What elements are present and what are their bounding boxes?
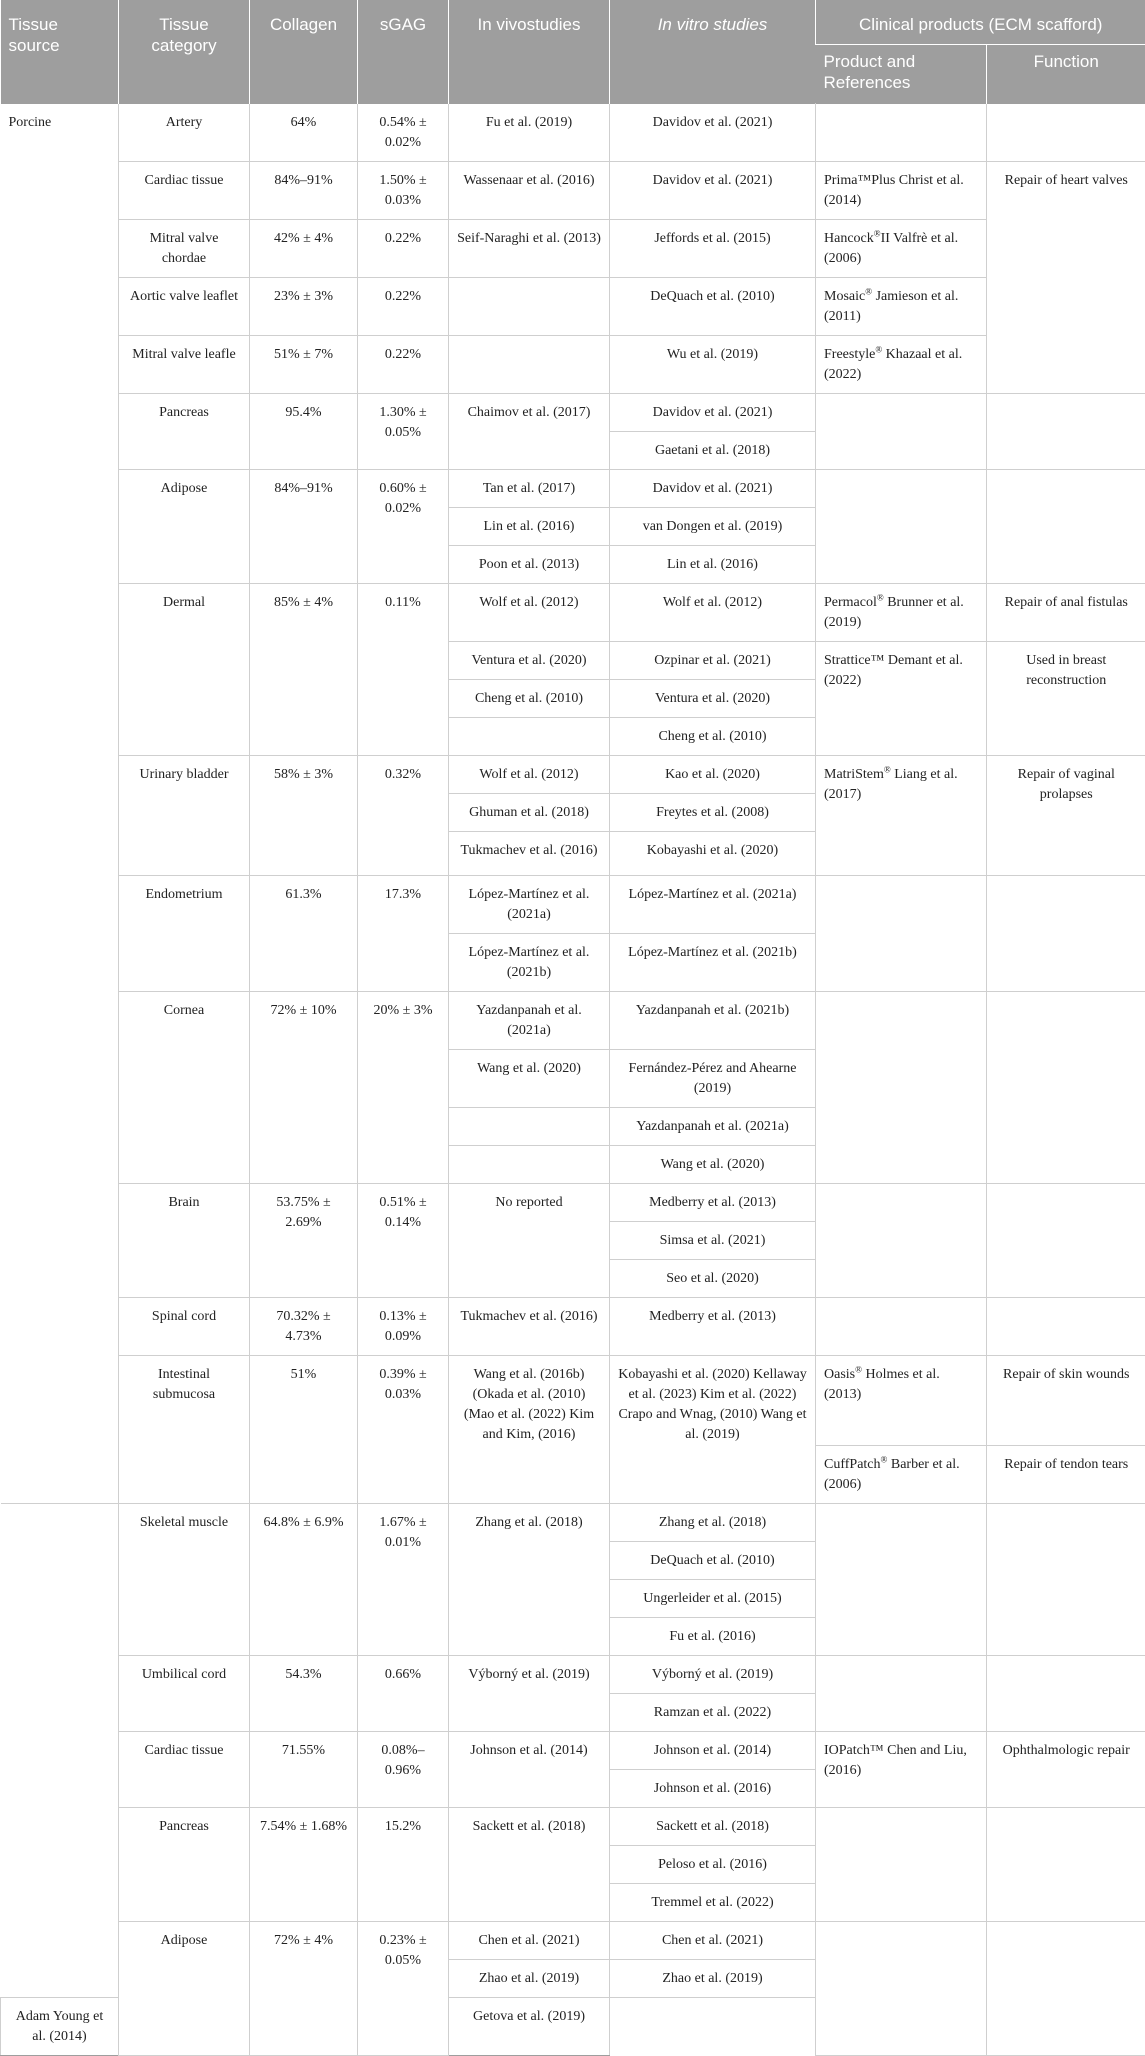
collagen-cell: 51% xyxy=(250,1356,358,1504)
in-vivo-cell: Yazdanpanah et al. (2021a) xyxy=(449,992,610,1050)
product-cell xyxy=(816,992,987,1184)
in-vivo-cell: Wolf et al. (2012) xyxy=(449,756,610,794)
table-row xyxy=(1,1922,1145,1960)
collagen-cell: 72% ± 10% xyxy=(250,992,358,1184)
in-vitro-cell: Chen et al. (2021) xyxy=(610,1922,816,1960)
function-cell xyxy=(987,1808,1145,1922)
collagen-cell: 61.3% xyxy=(250,876,358,992)
in-vivo-cell: Tukmachev et al. (2016) xyxy=(449,1298,610,1356)
in-vitro-cell: Getova et al. (2019) xyxy=(449,1998,610,2056)
header-clinical-products: Clinical products (ECM scafford) xyxy=(816,0,1145,45)
in-vivo-cell: López-Martínez et al. (2021b) xyxy=(449,934,610,992)
sgag-cell: 17.3% xyxy=(358,876,449,992)
in-vitro-cell: Medberry et al. (2013) xyxy=(610,1298,816,1356)
in-vitro-cell: López-Martínez et al. (2021a) xyxy=(610,876,816,934)
tissue-category-cell: Aortic valve leaflet xyxy=(119,278,250,336)
product-cell xyxy=(816,1184,987,1298)
collagen-cell: 58% ± 3% xyxy=(250,756,358,876)
in-vitro-cell: van Dongen et al. (2019) xyxy=(610,508,816,546)
sgag-cell: 0.22% xyxy=(358,220,449,278)
in-vivo-cell: Ghuman et al. (2018) xyxy=(449,794,610,832)
product-cell xyxy=(816,104,987,162)
product-cell: Strattice™ Demant et al. (2022) xyxy=(816,642,987,756)
sgag-cell: 0.22% xyxy=(358,278,449,336)
table-row xyxy=(1,1298,1145,1356)
collagen-cell: 64.8% ± 6.9% xyxy=(250,1504,358,1656)
header-in-vivo: In vivostudies xyxy=(449,0,610,104)
tissue-source-cell xyxy=(1,1504,119,1998)
in-vitro-cell: Výborný et al. (2019) xyxy=(610,1656,816,1694)
in-vivo-cell xyxy=(449,1146,610,1184)
tissue-category-cell: Pancreas xyxy=(119,394,250,470)
in-vivo-cell: Sackett et al. (2018) xyxy=(449,1808,610,1922)
in-vivo-cell: Poon et al. (2013) xyxy=(449,546,610,584)
collagen-cell: 84%–91% xyxy=(250,162,358,220)
header-function: Function xyxy=(987,45,1145,104)
in-vivo-cell: Cheng et al. (2010) xyxy=(449,680,610,718)
sgag-cell: 0.60% ± 0.02% xyxy=(358,470,449,584)
in-vitro-cell: Zhao et al. (2019) xyxy=(610,1960,816,1998)
sgag-cell: 0.22% xyxy=(358,336,449,394)
tissue-category-cell: Skeletal muscle xyxy=(119,1504,250,1656)
table-row xyxy=(1,394,1145,432)
sgag-cell: 0.11% xyxy=(358,584,449,756)
collagen-cell: 23% ± 3% xyxy=(250,278,358,336)
in-vivo-cell: Wang et al. (2020) xyxy=(449,1050,610,1108)
sgag-cell: 0.39% ± 0.03% xyxy=(358,1356,449,1504)
function-cell: Repair of tendon tears xyxy=(987,1446,1145,1504)
tissue-category-cell: Adipose xyxy=(119,470,250,584)
in-vivo-cell xyxy=(449,718,610,756)
product-cell: IOPatch™ Chen and Liu, (2016) xyxy=(816,1732,987,1808)
collagen-cell: 85% ± 4% xyxy=(250,584,358,756)
in-vivo-cell: Fu et al. (2019) xyxy=(449,104,610,162)
sgag-cell: 0.23% ± 0.05% xyxy=(358,1922,449,2056)
sgag-cell: 0.51% ± 0.14% xyxy=(358,1184,449,1298)
in-vivo-cell: Výborný et al. (2019) xyxy=(449,1656,610,1732)
sgag-cell: 15.2% xyxy=(358,1808,449,1922)
in-vitro-cell: Ozpinar et al. (2021) xyxy=(610,642,816,680)
function-cell: Repair of heart valves xyxy=(987,162,1145,394)
function-cell xyxy=(987,992,1145,1184)
function-cell: Repair of anal fistulas xyxy=(987,584,1145,642)
collagen-cell: 53.75% ± 2.69% xyxy=(250,1184,358,1298)
table-row xyxy=(1,1808,1145,1846)
table-row xyxy=(1,220,1145,278)
in-vitro-cell: Jeffords et al. (2015) xyxy=(610,220,816,278)
in-vivo-cell: Wang et al. (2016b) (Okada et al. (2010) (Mao et al. (2022) Kim and Kim, (2016) xyxy=(449,1356,610,1504)
sgag-cell: 1.50% ± 0.03% xyxy=(358,162,449,220)
table-row xyxy=(1,162,1145,220)
in-vitro-cell: Tremmel et al. (2022) xyxy=(610,1884,816,1922)
tissue-category-cell: Endometrium xyxy=(119,876,250,992)
in-vivo-cell: López-Martínez et al. (2021a) xyxy=(449,876,610,934)
in-vivo-cell: Seif-Naraghi et al. (2013) xyxy=(449,220,610,278)
function-cell: Repair of skin wounds xyxy=(987,1356,1145,1446)
in-vivo-cell: Wassenaar et al. (2016) xyxy=(449,162,610,220)
function-cell xyxy=(987,1504,1145,1656)
in-vitro-cell: Cheng et al. (2010) xyxy=(610,718,816,756)
in-vivo-cell: Adam Young et al. (2014) xyxy=(1,1998,119,2056)
in-vitro-cell: Johnson et al. (2014) xyxy=(610,1732,816,1770)
tissue-category-cell: Brain xyxy=(119,1184,250,1298)
in-vitro-cell: Wang et al. (2020) xyxy=(610,1146,816,1184)
table-row xyxy=(1,756,1145,794)
in-vitro-cell: López-Martínez et al. (2021b) xyxy=(610,934,816,992)
collagen-cell: 54.3% xyxy=(250,1656,358,1732)
function-cell: Repair of vaginal prolapses xyxy=(987,756,1145,876)
header-collagen: Collagen xyxy=(250,0,358,104)
collagen-cell: 70.32% ± 4.73% xyxy=(250,1298,358,1356)
collagen-cell: 71.55% xyxy=(250,1732,358,1808)
sgag-cell: 0.13% ± 0.09% xyxy=(358,1298,449,1356)
in-vitro-cell: Freytes et al. (2008) xyxy=(610,794,816,832)
product-cell xyxy=(816,1504,987,1656)
collagen-cell: 7.54% ± 1.68% xyxy=(250,1808,358,1922)
header-sgag: sGAG xyxy=(358,0,449,104)
function-cell xyxy=(987,1922,1145,2056)
in-vitro-cell: Fu et al. (2016) xyxy=(610,1618,816,1656)
in-vitro-cell: Davidov et al. (2021) xyxy=(610,394,816,432)
in-vitro-cell: Johnson et al. (2016) xyxy=(610,1770,816,1808)
sgag-cell: 0.54% ± 0.02% xyxy=(358,104,449,162)
table-row xyxy=(1,876,1145,934)
header-in-vitro xyxy=(610,0,816,104)
in-vivo-cell: No reported xyxy=(449,1184,610,1298)
in-vitro-cell: Seo et al. (2020) xyxy=(610,1260,816,1298)
tissue-category-cell: Cornea xyxy=(119,992,250,1184)
table-row xyxy=(1,104,1145,162)
in-vitro-cell: Gaetani et al. (2018) xyxy=(610,432,816,470)
in-vivo-cell: Chaimov et al. (2017) xyxy=(449,394,610,470)
function-cell: Used in breast reconstruction xyxy=(987,642,1145,756)
in-vivo-cell: Tukmachev et al. (2016) xyxy=(449,832,610,876)
in-vitro-cell: Kobayashi et al. (2020) Kellaway et al. (2023) Kim et al. (2022) Crapo and Wnag, (2010) Wang et al. (2019) xyxy=(610,1356,816,1504)
table-row xyxy=(1,278,1145,336)
in-vitro-cell: Medberry et al. (2013) xyxy=(610,1184,816,1222)
collagen-cell: 64% xyxy=(250,104,358,162)
product-cell xyxy=(816,394,987,470)
in-vitro-cell: Sackett et al. (2018) xyxy=(610,1808,816,1846)
product-cell: Hancock®II Valfrè et al. (2006) xyxy=(816,220,987,278)
tissue-category-cell: Intestinal submucosa xyxy=(119,1356,250,1504)
tissue-category-cell: Urinary bladder xyxy=(119,756,250,876)
in-vitro-cell: Ventura et al. (2020) xyxy=(610,680,816,718)
in-vitro-cell: Yazdanpanah et al. (2021b) xyxy=(610,992,816,1050)
in-vitro-cell: Simsa et al. (2021) xyxy=(610,1222,816,1260)
table-row xyxy=(1,992,1145,1050)
in-vivo-cell: Johnson et al. (2014) xyxy=(449,1732,610,1808)
product-cell xyxy=(816,1808,987,1922)
in-vivo-cell xyxy=(449,336,610,394)
table-row xyxy=(1,1356,1145,1446)
in-vitro-cell: DeQuach et al. (2010) xyxy=(610,278,816,336)
function-cell xyxy=(987,1656,1145,1732)
tissue-category-cell: Dermal xyxy=(119,584,250,756)
collagen-cell: 42% ± 4% xyxy=(250,220,358,278)
collagen-cell: 84%–91% xyxy=(250,470,358,584)
collagen-cell: 51% ± 7% xyxy=(250,336,358,394)
sgag-cell: 1.67% ± 0.01% xyxy=(358,1504,449,1656)
sgag-cell: 0.32% xyxy=(358,756,449,876)
table-header xyxy=(1,0,1145,104)
table-row xyxy=(1,1656,1145,1694)
sgag-cell: 20% ± 3% xyxy=(358,992,449,1184)
product-cell: Freestyle® Khazaal et al. (2022) xyxy=(816,336,987,394)
in-vitro-cell: Fernández-Pérez and Ahearne (2019) xyxy=(610,1050,816,1108)
collagen-cell: 95.4% xyxy=(250,394,358,470)
in-vivo-cell: Ventura et al. (2020) xyxy=(449,642,610,680)
product-cell: CuffPatch® Barber et al. (2006) xyxy=(816,1446,987,1504)
in-vivo-cell: Chen et al. (2021) xyxy=(449,1922,610,1960)
in-vivo-cell xyxy=(449,278,610,336)
product-cell: Oasis® Holmes et al. (2013) xyxy=(816,1356,987,1446)
product-cell: Prima™Plus Christ et al. (2014) xyxy=(816,162,987,220)
sgag-cell: 0.66% xyxy=(358,1656,449,1732)
table-row xyxy=(1,1732,1145,1770)
sgag-cell: 0.08%–0.96% xyxy=(358,1732,449,1808)
table-row xyxy=(1,336,1145,394)
in-vitro-cell: Lin et al. (2016) xyxy=(610,546,816,584)
in-vivo-cell: Tan et al. (2017) xyxy=(449,470,610,508)
in-vivo-cell: Wolf et al. (2012) xyxy=(449,584,610,642)
header-in-vitro-text: In vitro studies xyxy=(658,15,768,34)
in-vitro-cell: Kobayashi et al. (2020) xyxy=(610,832,816,876)
product-cell xyxy=(816,470,987,584)
in-vitro-cell: Wolf et al. (2012) xyxy=(610,584,816,642)
function-cell xyxy=(987,1298,1145,1356)
in-vitro-cell: Ungerleider et al. (2015) xyxy=(610,1580,816,1618)
product-cell xyxy=(816,1922,987,2056)
header-tissue-source: Tissue source xyxy=(1,0,119,104)
in-vitro-cell: Yazdanpanah et al. (2021a) xyxy=(610,1108,816,1146)
tissue-category-cell: Umbilical cord xyxy=(119,1656,250,1732)
in-vivo-cell: Zhao et al. (2019) xyxy=(449,1960,610,1998)
in-vivo-cell xyxy=(449,1108,610,1146)
product-cell: Permacol® Brunner et al. (2019) xyxy=(816,584,987,642)
collagen-cell: 72% ± 4% xyxy=(250,1922,358,2056)
function-cell: Ophthalmologic repair xyxy=(987,1732,1145,1808)
product-cell: MatriStem® Liang et al. (2017) xyxy=(816,756,987,876)
in-vitro-cell: Ramzan et al. (2022) xyxy=(610,1694,816,1732)
sgag-cell: 1.30% ± 0.05% xyxy=(358,394,449,470)
in-vitro-cell: Peloso et al. (2016) xyxy=(610,1846,816,1884)
tissue-category-cell: Mitral valve leafle xyxy=(119,336,250,394)
header-product-references: Product and References xyxy=(816,45,987,104)
tissue-category-cell: Cardiac tissue xyxy=(119,1732,250,1808)
in-vitro-cell: Kao et al. (2020) xyxy=(610,756,816,794)
in-vitro-cell: Davidov et al. (2021) xyxy=(610,104,816,162)
product-cell xyxy=(816,1656,987,1732)
tissue-category-cell: Pancreas xyxy=(119,1808,250,1922)
table-row xyxy=(1,1504,1145,1542)
in-vitro-cell: Davidov et al. (2021) xyxy=(610,470,816,508)
in-vitro-cell: Wu et al. (2019) xyxy=(610,336,816,394)
tissue-category-cell: Adipose xyxy=(119,1922,250,2056)
in-vivo-cell: Lin et al. (2016) xyxy=(449,508,610,546)
product-cell xyxy=(816,1298,987,1356)
tissue-category-cell: Mitral valve chordae xyxy=(119,220,250,278)
function-cell xyxy=(987,470,1145,584)
in-vivo-cell: Zhang et al. (2018) xyxy=(449,1504,610,1656)
table-row xyxy=(1,470,1145,508)
table-row xyxy=(1,1184,1145,1222)
tissue-source-cell: Porcine xyxy=(1,104,119,1504)
function-cell xyxy=(987,394,1145,470)
in-vitro-cell: Zhang et al. (2018) xyxy=(610,1504,816,1542)
header-tissue-category: Tissue category xyxy=(119,0,250,104)
table-body xyxy=(1,104,1145,2056)
table-row xyxy=(1,584,1145,642)
function-cell xyxy=(987,876,1145,992)
in-vitro-cell: Davidov et al. (2021) xyxy=(610,162,816,220)
tissue-category-cell: Artery xyxy=(119,104,250,162)
tissue-category-cell: Spinal cord xyxy=(119,1298,250,1356)
in-vitro-cell: DeQuach et al. (2010) xyxy=(610,1542,816,1580)
function-cell xyxy=(987,1184,1145,1298)
product-cell: Mosaic® Jamieson et al. (2011) xyxy=(816,278,987,336)
product-cell xyxy=(816,876,987,992)
tissue-category-cell: Cardiac tissue xyxy=(119,162,250,220)
function-cell xyxy=(987,104,1145,162)
